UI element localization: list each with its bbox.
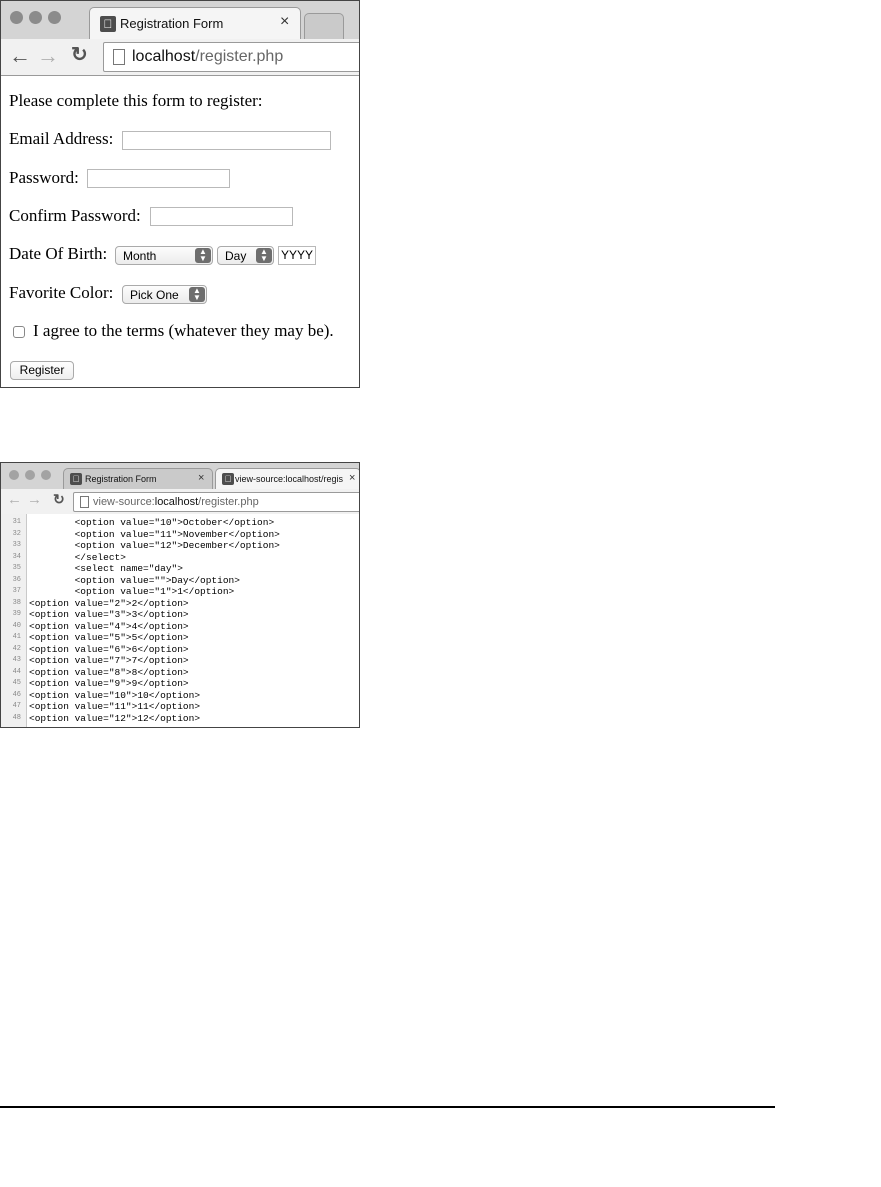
line-number: 41 xyxy=(12,633,21,641)
confirm-password-label: Confirm Password: xyxy=(9,206,141,225)
forward-arrow-icon[interactable]: → xyxy=(37,43,59,68)
month-select[interactable]: Month ▲ ▼ xyxy=(115,246,213,265)
chevron-updown-icon: ▲ ▼ xyxy=(256,248,272,263)
tab-title: Registration Form xyxy=(120,16,224,31)
apple-icon xyxy=(100,16,116,32)
line-code: <option value="10">October</option> xyxy=(29,517,275,528)
line-code: <option value="3">3</option> xyxy=(29,609,189,620)
terms-label: I agree to the terms (whatever they may be). xyxy=(33,321,334,340)
address-bar[interactable] xyxy=(103,42,360,72)
close-icon[interactable]: × xyxy=(349,472,356,484)
line-code: </select> xyxy=(29,551,126,563)
tab-title: Registration Form xyxy=(85,474,157,484)
color-label: Favorite Color: xyxy=(9,283,114,302)
line-number: 32 xyxy=(12,529,21,538)
line-number: 44 xyxy=(12,667,21,676)
reload-icon[interactable]: ↻ xyxy=(53,491,65,507)
toolbar xyxy=(1,489,359,515)
line-code: <option value="7">7</option> xyxy=(29,655,189,666)
minimize-window-button[interactable] xyxy=(29,11,42,24)
email-field[interactable] xyxy=(122,131,331,150)
password-label: Password: xyxy=(9,168,79,187)
apple-icon xyxy=(222,473,234,485)
close-icon[interactable]: × xyxy=(280,13,290,30)
reload-icon[interactable]: ↻ xyxy=(71,44,88,66)
address-bar[interactable] xyxy=(73,492,360,512)
title-bar xyxy=(1,463,359,490)
url-text: localhost/register.php xyxy=(132,48,284,65)
source-view[interactable] xyxy=(1,514,359,727)
browser-window-source xyxy=(0,462,360,728)
zoom-window-button[interactable] xyxy=(48,11,61,24)
terms-checkbox[interactable] xyxy=(13,326,25,338)
line-number: 42 xyxy=(12,644,21,653)
line-number: 48 xyxy=(12,713,21,722)
password-field[interactable] xyxy=(87,169,230,188)
color-select[interactable]: Pick One ▲ ▼ xyxy=(122,285,207,304)
back-arrow-icon[interactable]: ← xyxy=(9,43,31,68)
page-icon xyxy=(80,496,89,508)
browser-window-form xyxy=(0,0,360,388)
line-number: 37 xyxy=(12,587,21,595)
dob-label: Date Of Birth: xyxy=(9,244,108,263)
minimize-window-button[interactable] xyxy=(25,470,35,480)
day-select[interactable]: Day ▲ ▼ xyxy=(217,246,274,265)
chevron-updown-icon: ▲ ▼ xyxy=(195,248,211,263)
line-number: 46 xyxy=(12,690,21,699)
line-code: <select name="day"> xyxy=(29,563,183,574)
toolbar xyxy=(1,39,359,76)
apple-icon xyxy=(70,473,82,485)
line-number: 33 xyxy=(12,541,21,549)
form-intro: Please complete this form to register: xyxy=(9,91,263,110)
tab-view-source[interactable] xyxy=(215,468,360,489)
confirm-password-field[interactable] xyxy=(150,207,293,226)
page-icon xyxy=(113,49,125,65)
line-number: 40 xyxy=(12,621,21,630)
chevron-updown-icon: ▲ ▼ xyxy=(189,287,205,302)
url-text: view-source:localhost/register.php xyxy=(93,496,259,508)
line-code: <option value="2">2</option> xyxy=(29,597,189,609)
tab-registration-form[interactable] xyxy=(63,468,213,489)
title-bar xyxy=(1,1,359,40)
close-window-button[interactable] xyxy=(10,11,23,24)
line-code: <option value="5">5</option> xyxy=(29,632,189,643)
tab-title: view-source:localhost/regis xyxy=(235,474,344,484)
zoom-window-button[interactable] xyxy=(41,470,51,480)
line-code: <option value="8">8</option> xyxy=(29,666,189,678)
line-number: 31 xyxy=(12,518,21,526)
line-number: 35 xyxy=(12,564,21,572)
register-button[interactable]: Register xyxy=(10,361,74,380)
close-window-button[interactable] xyxy=(9,470,19,480)
line-code: <option value="12">12</option> xyxy=(29,712,201,724)
line-code: <option value="10">10</option> xyxy=(29,689,201,701)
line-code: <option value="6">6</option> xyxy=(29,643,189,655)
tab-registration-form[interactable] xyxy=(89,7,301,39)
line-number: 43 xyxy=(12,656,21,664)
forward-arrow-icon[interactable]: → xyxy=(27,491,42,508)
line-number: 34 xyxy=(12,552,21,561)
line-code: <option value="11">11</option> xyxy=(29,701,201,712)
line-number: 45 xyxy=(12,679,21,687)
new-tab-button[interactable] xyxy=(304,13,344,39)
email-label: Email Address: xyxy=(9,129,114,148)
line-code: <option value="4">4</option> xyxy=(29,620,189,632)
page-divider xyxy=(0,1106,775,1108)
line-number: 47 xyxy=(12,702,21,710)
line-code: <option value="1">1</option> xyxy=(29,586,235,597)
close-icon[interactable]: × xyxy=(198,472,205,484)
line-code: <option value="12">December</option> xyxy=(29,540,280,551)
year-field[interactable]: YYYY xyxy=(278,246,316,265)
back-arrow-icon[interactable]: ← xyxy=(7,491,22,508)
line-code: <option value="9">9</option> xyxy=(29,678,189,689)
line-number: 39 xyxy=(12,610,21,618)
line-code: <option value="">Day</option> xyxy=(29,574,240,586)
line-number: 38 xyxy=(12,598,21,607)
line-number: 36 xyxy=(12,575,21,584)
line-code: <option value="11">November</option> xyxy=(29,528,280,540)
